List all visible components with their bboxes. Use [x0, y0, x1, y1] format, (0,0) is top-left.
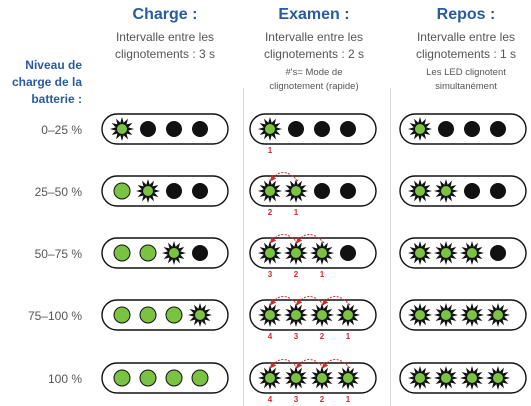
row-label-0: 0–25 % — [41, 123, 82, 137]
led-off-icon — [192, 121, 208, 137]
led-row-charge — [102, 300, 228, 330]
sequence-number: 2 — [319, 332, 325, 341]
led-blink-center — [467, 248, 477, 258]
row-label-1: 25–50 % — [34, 185, 82, 199]
column-title-charge: Charge : — [132, 6, 198, 23]
sequence-number: 4 — [267, 395, 273, 404]
led-off-icon — [490, 121, 506, 137]
row-label-3: 75–100 % — [27, 309, 82, 323]
led-off-icon — [340, 245, 356, 261]
led-blink-center — [195, 310, 205, 320]
led-off-icon — [340, 183, 356, 199]
sequence-number: 1 — [345, 395, 351, 404]
led-blink-center — [291, 373, 301, 383]
sequence-number: 2 — [293, 270, 299, 279]
subtitle-line: Intervalle entre les — [416, 30, 516, 44]
led-row-examen — [250, 359, 376, 404]
led-off-icon — [314, 183, 330, 199]
note-line: clignotement (rapide) — [269, 81, 359, 92]
led-on-icon — [140, 245, 156, 261]
led-on-icon — [166, 307, 182, 323]
sequence-number: 3 — [293, 332, 299, 341]
sequence-number: 2 — [319, 395, 325, 404]
led-off-icon — [464, 183, 480, 199]
led-blink-center — [291, 310, 301, 320]
led-off-icon — [288, 121, 304, 137]
row-label-2: 50–75 % — [34, 247, 82, 261]
side-title-line: batterie : — [31, 92, 82, 106]
led-blink-center — [441, 248, 451, 258]
led-row-repos — [400, 114, 526, 144]
led-blink-center — [265, 373, 275, 383]
led-off-icon — [490, 183, 506, 199]
led-blink-center — [343, 373, 353, 383]
led-row-charge — [102, 176, 228, 206]
led-blink-center — [493, 310, 503, 320]
led-blink-center — [317, 373, 327, 383]
led-on-icon — [114, 245, 130, 261]
led-off-icon — [192, 245, 208, 261]
led-on-icon — [140, 370, 156, 386]
led-off-icon — [464, 121, 480, 137]
led-blink-center — [415, 373, 425, 383]
led-off-icon — [490, 245, 506, 261]
led-on-icon — [166, 370, 182, 386]
led-blink-center — [441, 186, 451, 196]
led-blink-center — [291, 186, 301, 196]
led-blink-center — [265, 186, 275, 196]
subtitle-line: clignotements : 1 s — [415, 47, 517, 61]
led-on-icon — [114, 307, 130, 323]
led-blink-center — [265, 248, 275, 258]
note-line: simultanément — [435, 81, 497, 92]
led-on-icon — [114, 183, 130, 199]
led-blink-center — [415, 124, 425, 134]
led-blink-center — [265, 310, 275, 320]
subtitle-line: Intervalle entre les — [115, 30, 215, 44]
side-title-line: Niveau de — [25, 58, 82, 72]
led-row-charge — [102, 114, 228, 144]
led-row-charge — [102, 363, 228, 393]
column-title-examen: Examen : — [278, 6, 350, 23]
subtitle-line: clignotements : 3 s — [114, 47, 216, 61]
led-row-examen — [250, 114, 376, 155]
led-blink-center — [343, 310, 353, 320]
led-blink-center — [291, 248, 301, 258]
led-row-repos — [400, 300, 526, 330]
led-off-icon — [166, 183, 182, 199]
sequence-number: 3 — [267, 270, 273, 279]
led-blink-center — [265, 124, 275, 134]
led-blink-center — [117, 124, 127, 134]
led-row-charge — [102, 238, 228, 268]
led-blink-center — [143, 186, 153, 196]
led-blink-center — [317, 310, 327, 320]
row-label-4: 100 % — [47, 372, 82, 386]
subtitle-line: Intervalle entre les — [264, 30, 364, 44]
led-blink-center — [415, 186, 425, 196]
note-line: Les LED clignotent — [426, 67, 506, 78]
side-title-line: charge de la — [11, 75, 82, 89]
sequence-number: 1 — [319, 270, 325, 279]
sequence-number: 3 — [293, 395, 299, 404]
led-on-icon — [140, 307, 156, 323]
led-off-icon — [192, 183, 208, 199]
led-off-icon — [438, 121, 454, 137]
column-title-repos: Repos : — [436, 6, 496, 23]
led-off-icon — [340, 121, 356, 137]
led-row-examen — [250, 172, 376, 217]
note-line: #'s= Mode de — [285, 67, 343, 78]
led-blink-center — [493, 373, 503, 383]
led-off-icon — [314, 121, 330, 137]
led-on-icon — [192, 370, 208, 386]
led-blink-center — [169, 248, 179, 258]
sequence-number: 2 — [267, 208, 273, 217]
sequence-number: 1 — [267, 146, 273, 155]
sequence-number: 4 — [267, 332, 273, 341]
led-blink-center — [467, 373, 477, 383]
subtitle-line: clignotements : 2 s — [263, 47, 365, 61]
sequence-number: 1 — [293, 208, 299, 217]
led-row-examen — [250, 296, 376, 341]
led-row-repos — [400, 363, 526, 393]
led-blink-center — [415, 248, 425, 258]
led-blink-center — [317, 248, 327, 258]
led-blink-center — [467, 310, 477, 320]
led-off-icon — [140, 121, 156, 137]
led-blink-center — [441, 310, 451, 320]
led-row-examen — [250, 234, 376, 279]
led-blink-center — [441, 373, 451, 383]
led-row-repos — [400, 176, 526, 206]
sequence-number: 1 — [345, 332, 351, 341]
led-on-icon — [114, 370, 130, 386]
led-off-icon — [166, 121, 182, 137]
led-row-repos — [400, 238, 526, 268]
led-blink-center — [415, 310, 425, 320]
